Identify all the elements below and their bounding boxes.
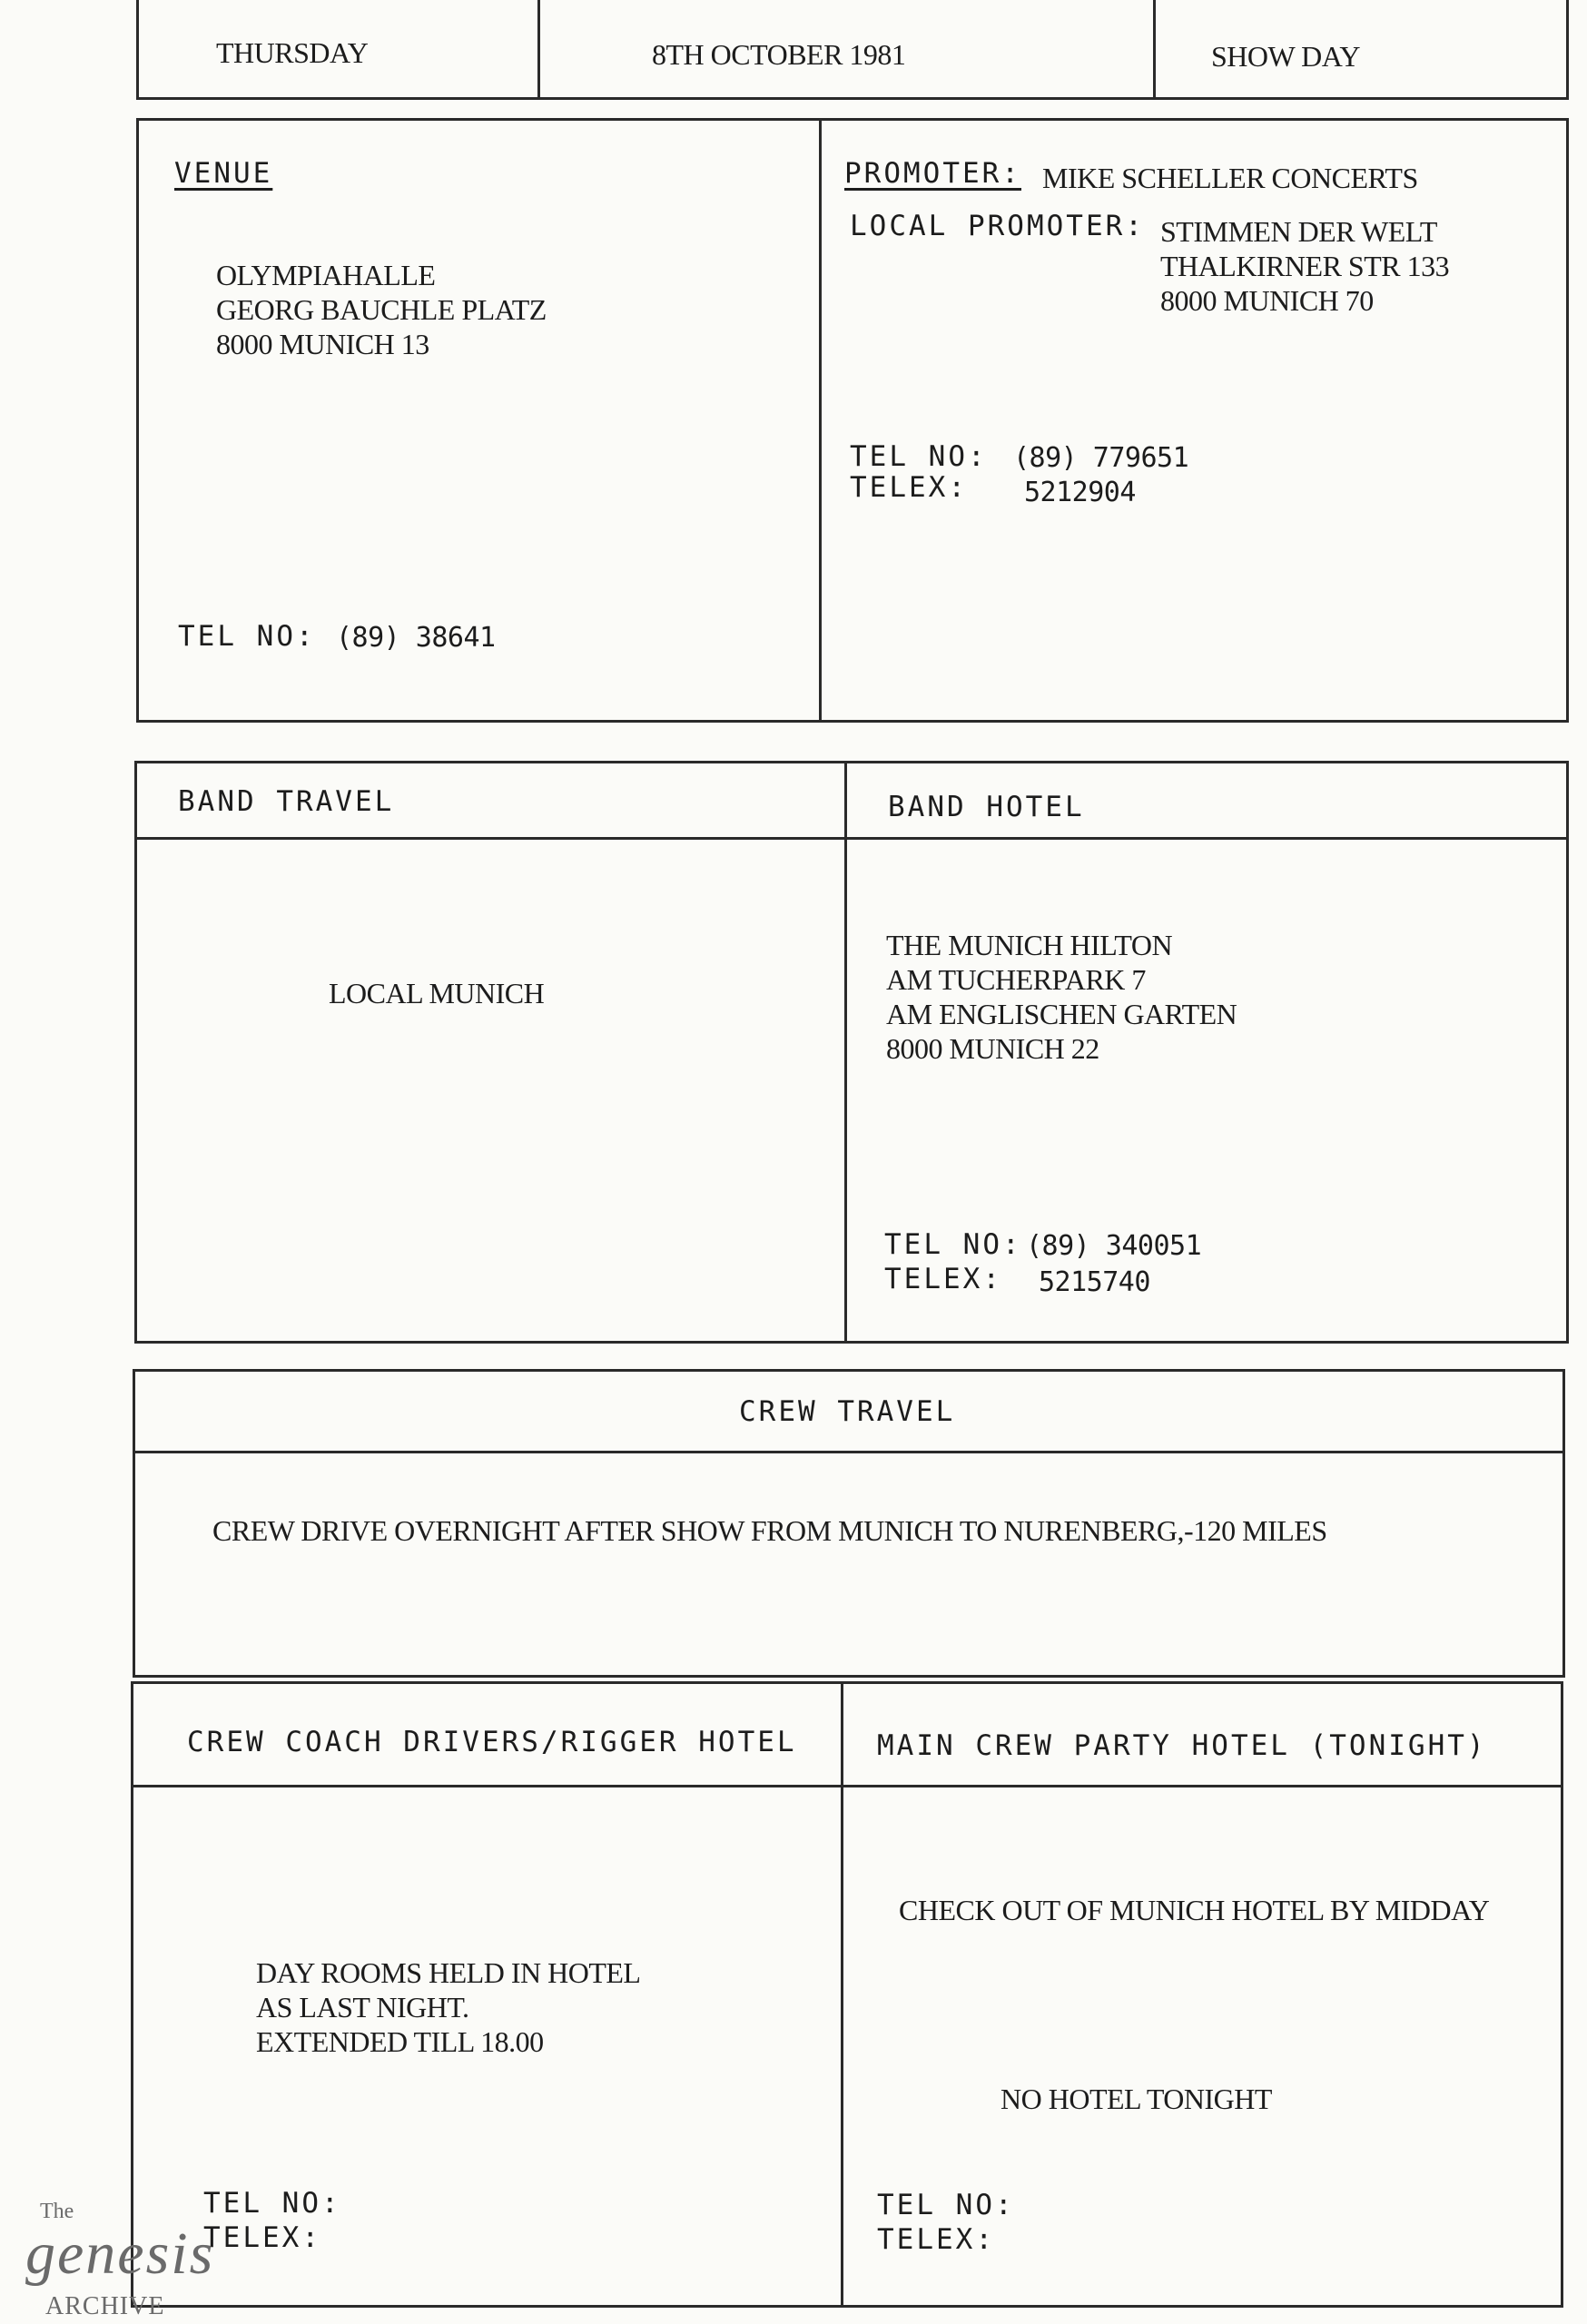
main-crew-hotel-telex-label: TELEX: (877, 2223, 995, 2256)
local-promoter-address (1160, 214, 1449, 318)
watermark-mark: genesis (25, 2221, 215, 2287)
band-hotel-tel: (89) 340051 (1026, 1230, 1202, 1262)
crew-coach-hotel-note: DAY ROOMS HELD IN HOTEL (256, 1956, 641, 1989)
header-day: THURSDAY (216, 36, 369, 69)
band-hotel-address-line: AM ENGLISCHEN GARTEN (886, 998, 1237, 1030)
header-day-type: SHOW DAY (1211, 40, 1361, 73)
crew-coach-hotel-telex-label: TELEX: (203, 2221, 321, 2254)
local-promoter-address-line: 8000 MUNICH 70 (1160, 284, 1374, 317)
band-hotel-telex-label: TELEX: (884, 1263, 1002, 1295)
band-hotel-address-line: AM TUCHERPARK 7 (886, 963, 1146, 996)
venue-promoter-divider (819, 120, 822, 721)
venue-address-line: OLYMPIAHALLE (216, 259, 436, 291)
crew-coach-hotel-note: AS LAST NIGHT. (256, 1991, 469, 2024)
main-crew-hotel-heading: MAIN CREW PARTY HOTEL (TONIGHT) (877, 1729, 1487, 1762)
main-crew-hotel-tel-label: TEL NO: (877, 2189, 1015, 2221)
band-travel-heading: BAND TRAVEL (178, 785, 395, 818)
band-hotel-tel-label: TEL NO: (884, 1228, 1022, 1261)
archive-watermark-logo (15, 2192, 232, 2319)
band-hotel-heading: BAND HOTEL (888, 791, 1085, 823)
band-section (134, 761, 1569, 1344)
band-hotel-telex: 5215740 (1039, 1266, 1150, 1298)
promoter-telex: 5212904 (1024, 477, 1136, 508)
venue-address-line: 8000 MUNICH 13 (216, 328, 429, 360)
local-promoter-label: LOCAL PROMOTER: (850, 210, 1145, 242)
venue-tel-label: TEL NO: (178, 620, 316, 653)
main-crew-hotel-status: NO HOTEL TONIGHT (1000, 2083, 1272, 2115)
crew-travel-header-rule (134, 1451, 1563, 1453)
crew-coach-hotel-notes (256, 1955, 640, 2059)
header-divider-2 (1153, 0, 1156, 98)
crew-travel-heading: CREW TRAVEL (739, 1395, 956, 1428)
crew-travel-text: CREW DRIVE OVERNIGHT AFTER SHOW FROM MUNICH TO NURENBERG,-120 MILES (212, 1514, 1327, 1547)
watermark-archive: ARCHIVE (45, 2292, 165, 2320)
crew-hotels-divider (841, 1683, 843, 2306)
crew-coach-hotel-note: EXTENDED TILL 18.00 (256, 2025, 544, 2058)
local-promoter-address-line: STIMMEN DER WELT (1160, 215, 1437, 248)
band-header-rule (136, 837, 1567, 840)
band-divider (844, 763, 847, 1342)
promoter-name: MIKE SCHELLER CONCERTS (1042, 162, 1418, 194)
band-hotel-address (886, 928, 1237, 1066)
header-divider-1 (537, 0, 540, 98)
crew-coach-hotel-tel-label: TEL NO: (203, 2187, 341, 2220)
venue-tel: (89) 38641 (336, 622, 496, 654)
crew-coach-hotel-heading: CREW COACH DRIVERS/RIGGER HOTEL (187, 1726, 797, 1758)
venue-address-line: GEORG BAUCHLE PLATZ (216, 293, 547, 326)
promoter-tel: (89) 779651 (1013, 442, 1189, 474)
crew-hotels-header-rule (133, 1785, 1562, 1787)
promoter-heading: PROMOTER: (844, 157, 1021, 190)
local-promoter-address-line: THALKIRNER STR 133 (1160, 250, 1450, 282)
header-date: 8TH OCTOBER 1981 (652, 38, 906, 71)
band-travel-text: LOCAL MUNICH (329, 977, 545, 1009)
venue-address (216, 258, 547, 361)
promoter-telex-label: TELEX: (850, 471, 968, 504)
band-hotel-address-line: THE MUNICH HILTON (886, 929, 1173, 961)
promoter-tel-label: TEL NO: (850, 440, 988, 473)
main-crew-hotel-checkout: CHECK OUT OF MUNICH HOTEL BY MIDDAY (899, 1894, 1490, 1926)
venue-heading: VENUE (174, 157, 273, 190)
band-hotel-address-line: 8000 MUNICH 22 (886, 1032, 1099, 1065)
watermark-the: The (40, 2200, 74, 2223)
